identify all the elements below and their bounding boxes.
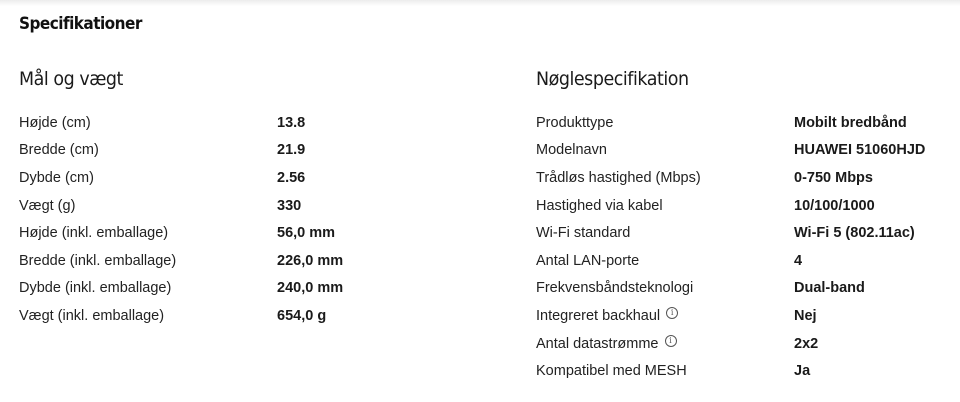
spec-value: 654,0 g: [277, 307, 327, 324]
spec-value: 4: [794, 252, 803, 269]
spec-label-text: Integreret backhaul: [536, 307, 661, 324]
spec-value: Wi-Fi 5 (802.11ac): [794, 225, 915, 242]
spec-value: 330: [277, 197, 302, 214]
spec-value: Dual-band: [794, 280, 865, 297]
key-specifications-section: [536, 66, 956, 385]
spec-label: Dybde (cm): [19, 169, 94, 186]
spec-row: [536, 219, 956, 247]
spec-value: Ja: [794, 363, 811, 380]
top-shadow: [0, 0, 960, 6]
spec-row: [536, 137, 956, 165]
spec-label: Bredde (inkl. emballage): [19, 252, 177, 269]
spec-row: [536, 357, 956, 385]
spec-row: [536, 275, 956, 303]
spec-row: [19, 247, 439, 275]
spec-label: Dybde (inkl. emballage): [19, 280, 172, 297]
spec-value: 2x2: [794, 335, 819, 352]
spec-label: Højde (inkl. emballage): [19, 225, 169, 242]
spec-label: Højde (cm): [19, 114, 91, 131]
spec-row: [19, 109, 439, 137]
spec-value: 21.9: [277, 142, 306, 159]
spec-value: 226,0 mm: [277, 252, 344, 269]
spec-label: Trådløs hastighed (Mbps): [536, 169, 701, 186]
spec-row: [19, 137, 439, 165]
spec-value: 240,0 mm: [277, 280, 344, 297]
spec-row: [19, 164, 439, 192]
spec-label-with-info: [536, 308, 794, 324]
spec-label: Kompatibel med MESH: [536, 363, 687, 380]
info-icon[interactable]: i: [665, 335, 677, 347]
spec-label: Vægt (inkl. emballage): [19, 307, 165, 324]
section-title: Mål og vægt: [19, 68, 123, 90]
spec-label: Hastighed via kabel: [536, 197, 663, 214]
spec-row: [536, 164, 956, 192]
spec-label: Vægt (g): [19, 197, 76, 214]
spec-label: Bredde (cm): [19, 142, 99, 159]
spec-label: Antal LAN-porte: [536, 252, 640, 269]
section-title: Nøglespecifikation: [536, 68, 689, 90]
spec-label: Modelnavn: [536, 142, 607, 159]
spec-value: 56,0 mm: [277, 225, 336, 242]
dimensions-weight-section: [19, 66, 439, 330]
spec-row: [536, 247, 956, 275]
spec-row: [536, 330, 956, 358]
info-icon[interactable]: i: [666, 307, 678, 319]
spec-row: [19, 192, 439, 220]
spec-value: HUAWEI 51060HJD: [794, 142, 926, 159]
spec-label-text: Antal datastrømme: [536, 335, 659, 352]
spec-value: 10/100/1000: [794, 197, 875, 214]
spec-row: [536, 192, 956, 220]
spec-value: Mobilt bredbånd: [794, 114, 907, 131]
spec-label: Wi-Fi standard: [536, 225, 631, 242]
spec-label: Frekvensbåndsteknologi: [536, 280, 694, 297]
spec-label: Produkttype: [536, 114, 614, 131]
page-title: Specifikationer: [19, 14, 142, 34]
spec-row: [19, 275, 439, 303]
spec-value: 13.8: [277, 114, 306, 131]
spec-row: [19, 219, 439, 247]
spec-value: Nej: [794, 307, 817, 324]
spec-value: 2.56: [277, 169, 306, 186]
spec-row: [19, 302, 439, 330]
spec-row: [536, 302, 956, 330]
spec-value: 0-750 Mbps: [794, 169, 873, 186]
spec-label-with-info: [536, 336, 794, 352]
spec-row: [536, 109, 956, 137]
